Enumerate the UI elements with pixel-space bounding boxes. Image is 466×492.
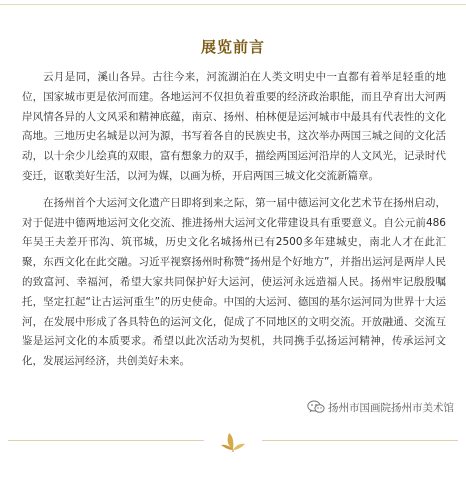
preface-paragraph-1: 云月是同，溪山各异。古往今来，河流湖泊在人类文明史中一直都有着举足轻重的地位，国家城市更是依河而建。各地运河不仅担负着重要的经济政治职能，而且孕育出大河两岸风情各异的人文风采和精神底蕴，南京、扬州、柏林便是运河城市中最具有代表性的文化高地。三地历史名城是以河为源，书写着各自的民族史书，这次举办两国三城之间的文化活动，以十余少儿绘真的双眼，富有想象力的双手，描绘两国运河沿岸的人文风光，记录时代变迁，讴歌美好生活，以河为媒，以画为桥，开启两国三城文化交流新篇章。 [22, 71, 446, 182]
preface-body [22, 68, 446, 372]
footer-ornament [0, 416, 466, 476]
wechat-icon [307, 400, 325, 414]
watermark-text: 扬州市国画院扬州市美术馆 [328, 401, 454, 414]
footer-divider-left [8, 440, 204, 441]
top-divider [0, 4, 466, 5]
preface-paragraph-2: 在扬州首个大运河文化遗产日即将到来之际，第一届中德运河文化艺术节在扬州启动，对于促进中德两地运河文化交流、推进扬州大运河文化带建设具有重要意义。自公元前486年吴王夫差开邗沟、筑邗城，历史文化名城扬州已有2500多年建城史，南北人才在此汇聚，东西文化在此交融。习近平视察扬州时称赞“扬州是个好地方”，并指出运河是两岸人民的致富河、幸福河，希望大家共同保护好大运河，使运河永远造福人民。扬州牢记殷殷嘱托，坚定扛起“让古运河重生”的历史使命。中国的大运河、德国的基尔运河同为世界十大运河，在发展中形成了各具特色的运河文化，促成了不同地区的文明交流。开放融通、交流互鉴是运河文化的本质要求。希望以此次活动为契机，共同携手弘扬运河精神，传承运河文化，发展运河经济，共创美好未来。 [22, 196, 446, 368]
page-title: 展览前言 [200, 38, 265, 56]
leaf-icon [219, 426, 247, 454]
footer-divider-right [262, 440, 458, 441]
source-watermark [304, 398, 454, 416]
